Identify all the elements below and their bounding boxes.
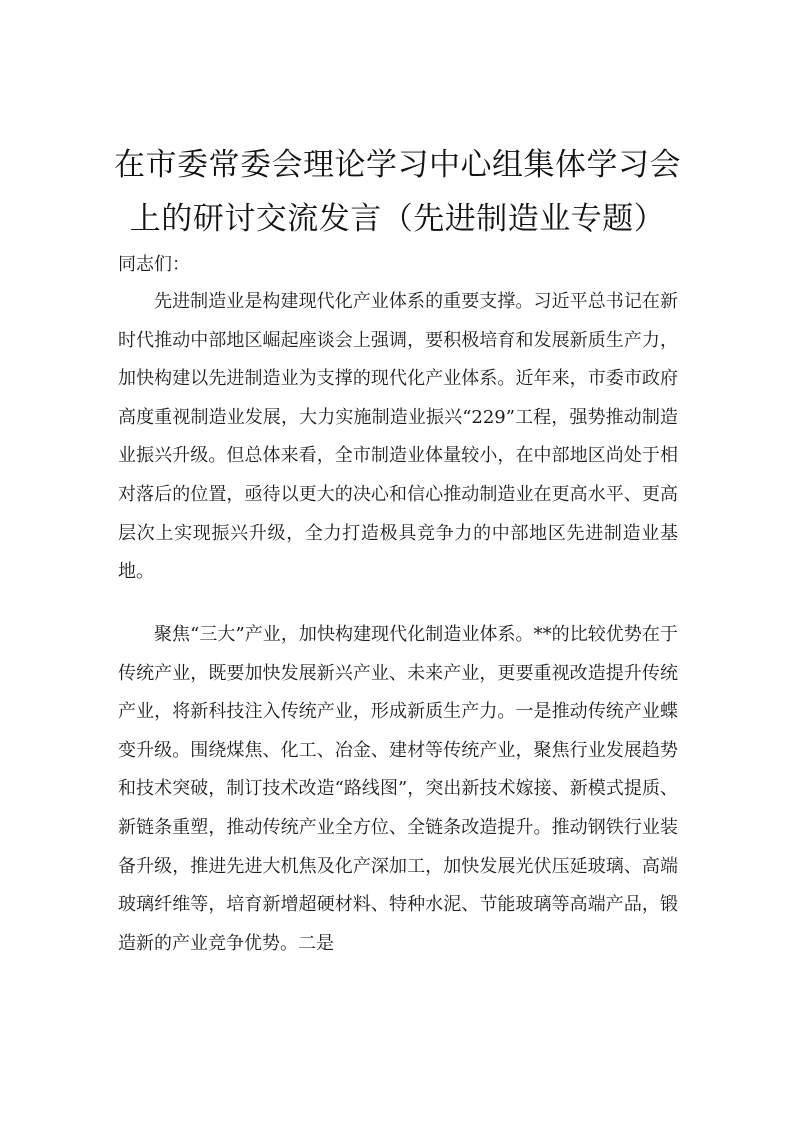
document-title-line-2: 上的研讨交流发言（先进制造业专题）: [129, 201, 666, 237]
paragraph-text: 先进制造业是构建现代化产业体系的重要支撑。习近平总书记在新时代推动中部地区崛起座谈会上强调，要积极培育和发展新质生产力，加快构建以先进制造业为支撑的现代化产业体系。近年来，市委市政府高度重视制造业发展，大力实施制造业振兴“229”工程，强势推动制造业振兴升级。但总体来看，全市制造业体量较小，在中部地区尚处于相对落后的位置，亟待以更大的决心和信心推动制造业在更高水平、更高层次上实现振兴升级，全力打造极具竞争力的中部地区先进制造业基地。: [118, 291, 678, 583]
paragraph-text: 聚焦“三大”产业，加快构建现代化制造业体系。**的比较优势在于传统产业，既要加快发展新兴产业、未来产业，更要重视改造提升传统产业，将新科技注入传统产业，形成新质生产力。一是推动传统产业蝶变升级。围绕煤焦、化工、冶金、建材等传统产业，聚焦行业发展趋势和技术突破，制订技术改造“路线图”，突出新技术嫁接、新模式提质、新链条重塑，推动传统产业全方位、全链条改造提升。推动钢铁行业装备升级，推进先进大机焦及化产深加工，加快发展光伏压延玻璃、高端玻璃纤维等，培育新增超硬材料、特种水泥、节能玻璃等高端产品，锻造新的产业竞争优势。二是: [118, 624, 678, 954]
body-paragraph-2: [118, 616, 678, 963]
body-paragraph-1: [118, 283, 678, 592]
salutation: 同志们：: [118, 254, 190, 275]
document-title-line-1: 在市委常委会理论学习中心组集体学习会: [114, 147, 681, 183]
